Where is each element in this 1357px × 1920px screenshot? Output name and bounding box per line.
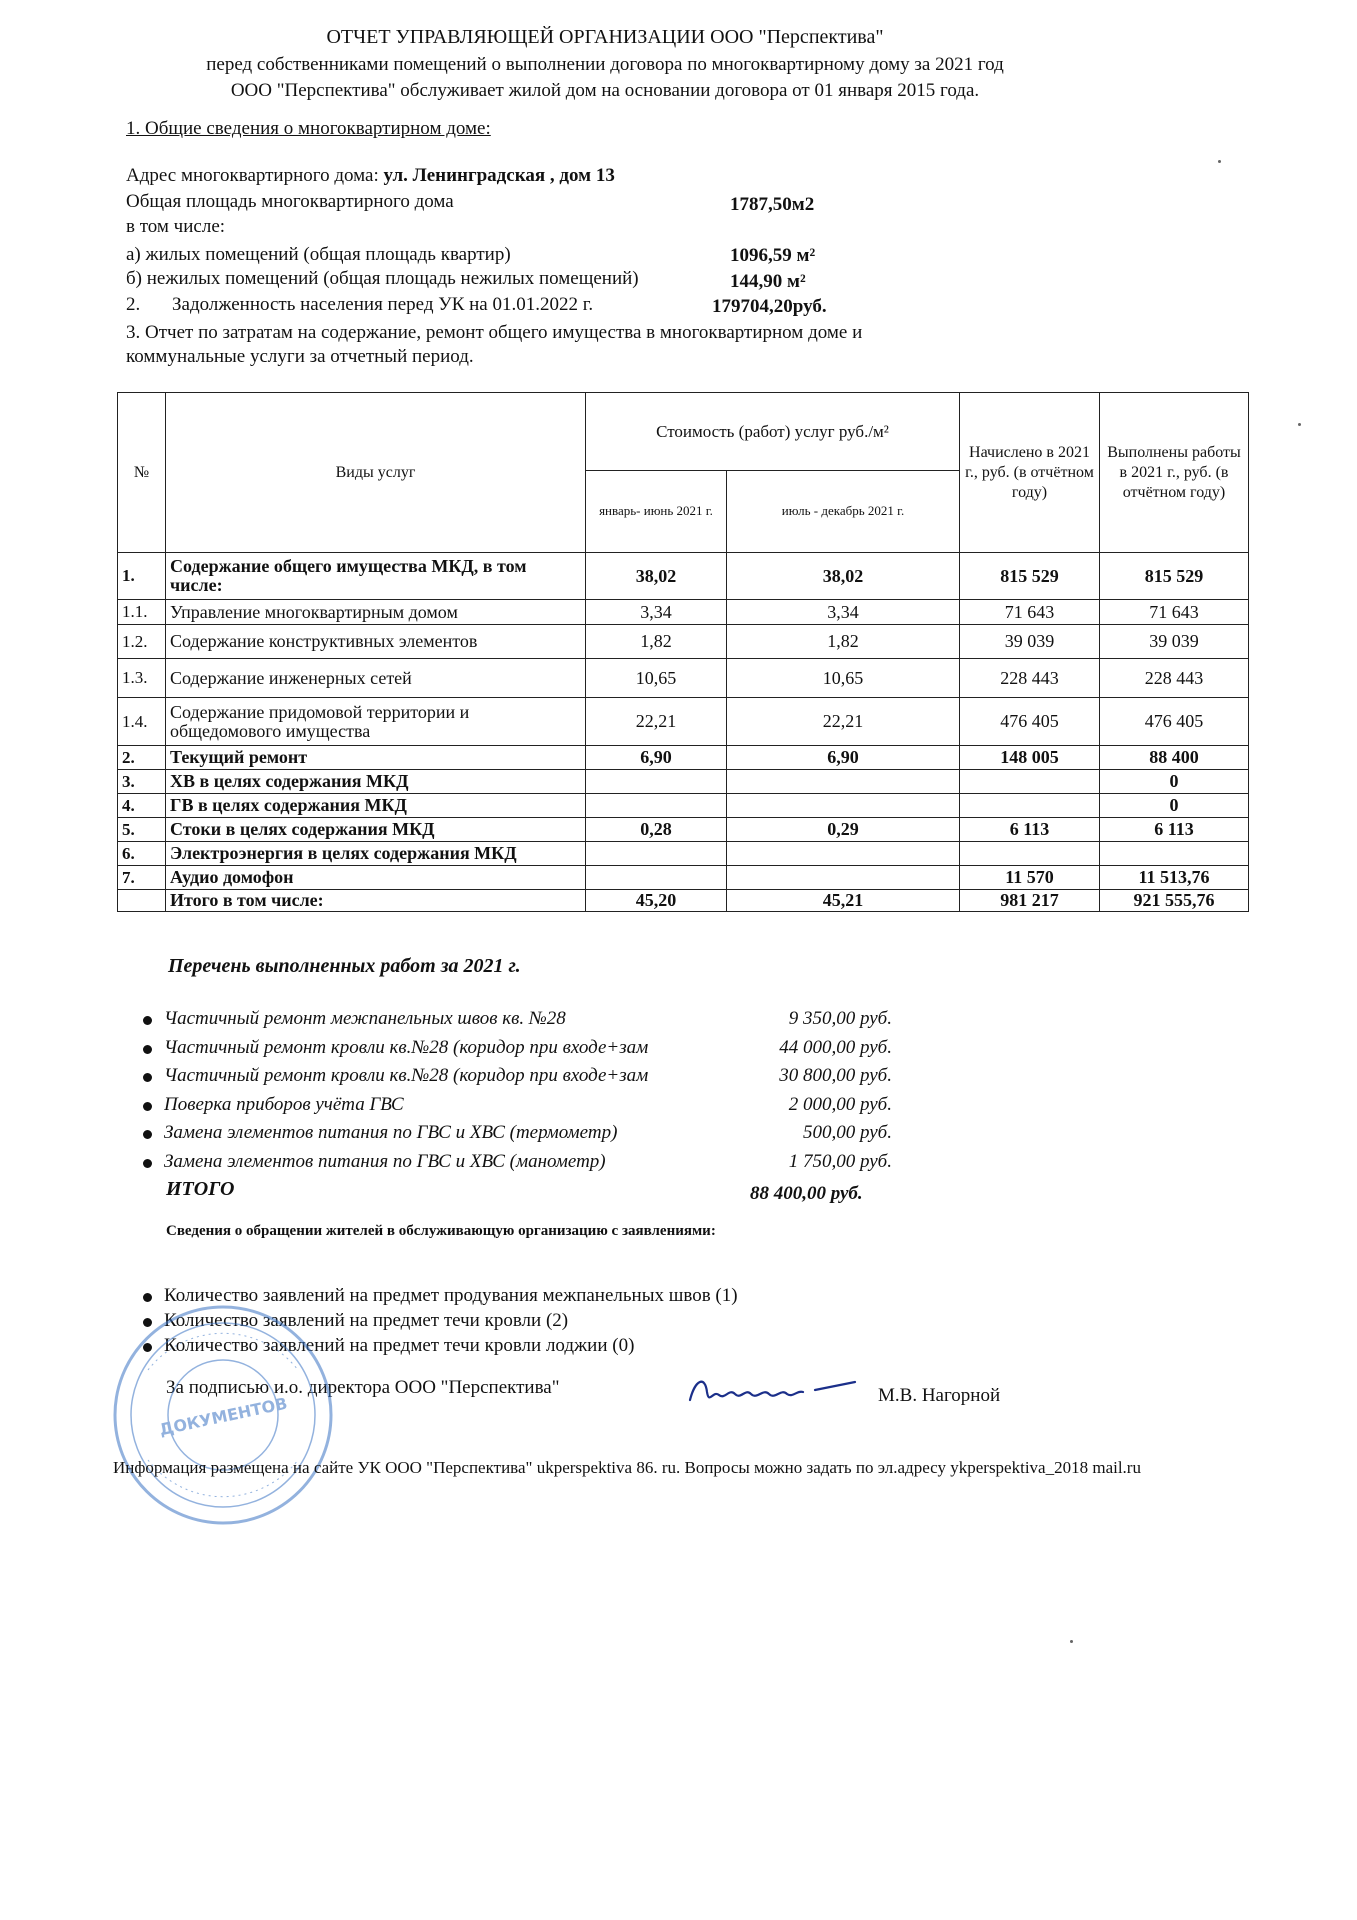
jul-dec-rate-cell bbox=[727, 842, 960, 866]
table-row bbox=[118, 625, 1249, 659]
signature-scribble bbox=[685, 1370, 865, 1410]
row-number-cell: 1.4. bbox=[118, 698, 166, 746]
row-number-cell: 2. bbox=[118, 746, 166, 770]
charged-cell: 39 039 bbox=[960, 625, 1100, 659]
done-cell: 39 039 bbox=[1100, 625, 1249, 659]
work-item-sum: 500,00 руб. bbox=[803, 1122, 892, 1143]
table-row bbox=[118, 794, 1249, 818]
works-title: Перечень выполненных работ за 2021 г. bbox=[168, 955, 521, 977]
table-row bbox=[118, 698, 1249, 746]
done-cell: 88 400 bbox=[1100, 746, 1249, 770]
done-cell: 476 405 bbox=[1100, 698, 1249, 746]
works-total-value: 88 400,00 руб. bbox=[750, 1183, 863, 1204]
header-jan-jun: январь- июнь 2021 г. bbox=[586, 471, 727, 553]
jan-jun-rate-cell: 22,21 bbox=[586, 698, 727, 746]
work-item-sum: 9 350,00 руб. bbox=[788, 1008, 892, 1029]
work-item-sum: 2 000,00 руб. bbox=[788, 1093, 892, 1115]
service-name-cell: Стоки в целях содержания МКД bbox=[166, 818, 586, 842]
done-cell bbox=[1100, 842, 1249, 866]
bullet-icon bbox=[143, 1130, 152, 1139]
charged-cell: 476 405 bbox=[960, 698, 1100, 746]
jan-jun-rate-cell bbox=[586, 770, 727, 794]
header-charged: Начислено в 2021 г., руб. (в отчётном году) bbox=[960, 393, 1100, 553]
including-label: в том числе: bbox=[126, 216, 226, 237]
works-total-label: ИТОГО bbox=[166, 1178, 235, 1200]
done-cell: 921 555,76 bbox=[1100, 890, 1249, 912]
work-item-name: Поверка приборов учёта ГВС bbox=[164, 1093, 404, 1115]
jan-jun-rate-cell: 3,34 bbox=[586, 600, 727, 625]
organization-stamp bbox=[108, 1300, 338, 1530]
jul-dec-rate-cell bbox=[727, 770, 960, 794]
done-cell: 11 513,76 bbox=[1100, 866, 1249, 890]
signature-label: За подписью и.о. директора ООО "Перспектива" bbox=[166, 1377, 560, 1398]
jan-jun-rate-cell: 6,90 bbox=[586, 746, 727, 770]
jul-dec-rate-cell: 6,90 bbox=[727, 746, 960, 770]
charged-cell: 148 005 bbox=[960, 746, 1100, 770]
charged-cell: 71 643 bbox=[960, 600, 1100, 625]
charged-cell bbox=[960, 794, 1100, 818]
row-number-cell: 1. bbox=[118, 553, 166, 600]
service-name-cell: Содержание придомовой территории и общедомового имущества bbox=[166, 698, 586, 746]
row-number-cell: 4. bbox=[118, 794, 166, 818]
report-subtitle: перед собственниками помещений о выполнении договора по многоквартирному дому за 2021 год bbox=[206, 54, 1004, 75]
bullet-icon bbox=[143, 1102, 152, 1111]
costs-table bbox=[117, 392, 1249, 912]
jul-dec-rate-cell bbox=[727, 866, 960, 890]
total-area-value: 1787,50м2 bbox=[730, 194, 815, 215]
service-name-cell: Содержание конструктивных элементов bbox=[166, 625, 586, 659]
done-cell: 815 529 bbox=[1100, 553, 1249, 600]
jul-dec-rate-cell bbox=[727, 794, 960, 818]
footer-info: Информация размещена на сайте УК ООО "Перспектива" ukperspektiva 86. ru. Вопросы можно задать по эл.адресу ykperspektiva_2018 mail.ru bbox=[113, 1458, 1141, 1477]
debt-number: 2. bbox=[126, 294, 141, 315]
address-label: Адрес многоквартирного дома: bbox=[126, 165, 379, 186]
charged-cell bbox=[960, 842, 1100, 866]
living-area-label: а) жилых помещений (общая площадь квартир) bbox=[126, 244, 511, 265]
row-number-cell: 1.2. bbox=[118, 625, 166, 659]
charged-cell bbox=[960, 770, 1100, 794]
requests-title: Сведения о обращении жителей в обслуживающую организацию с заявлениями: bbox=[166, 1223, 716, 1239]
work-item-sum: 44 000,00 руб. bbox=[779, 1036, 892, 1058]
stamp-text: ДОКУМЕНТОВ bbox=[157, 1393, 289, 1440]
service-name-cell: Управление многоквартирным домом bbox=[166, 600, 586, 625]
jul-dec-rate-cell: 38,02 bbox=[727, 553, 960, 600]
work-item-name: Частичный ремонт кровли кв.№28 (коридор при входе+зам bbox=[164, 1065, 649, 1086]
jul-dec-rate-cell: 10,65 bbox=[727, 659, 960, 698]
jan-jun-rate-cell: 45,20 bbox=[586, 890, 727, 912]
header-no: № bbox=[118, 393, 166, 553]
work-item-name: Замена элементов питания по ГВС и ХВС (термометр) bbox=[164, 1122, 618, 1143]
service-name-cell: Электроэнергия в целях содержания МКД bbox=[166, 842, 586, 866]
done-cell: 6 113 bbox=[1100, 818, 1249, 842]
bullet-icon bbox=[143, 1073, 152, 1082]
charged-cell: 981 217 bbox=[960, 890, 1100, 912]
jul-dec-rate-cell: 1,82 bbox=[727, 625, 960, 659]
service-name-cell: Содержание инженерных сетей bbox=[166, 659, 586, 698]
header-cost: Стоимость (работ) услуг руб./м² bbox=[586, 393, 960, 471]
table-row bbox=[118, 659, 1249, 698]
total-area-label: Общая площадь многоквартирного дома bbox=[126, 191, 454, 212]
bullet-icon bbox=[143, 1045, 152, 1054]
work-item-sum: 30 800,00 руб. bbox=[779, 1065, 892, 1086]
table-row bbox=[118, 746, 1249, 770]
contract-line: ООО "Перспектива" обслуживает жилой дом на основании договора от 01 января 2015 года. bbox=[230, 80, 980, 101]
table-row bbox=[118, 866, 1249, 890]
debt-label: Задолженность населения перед УК на 01.01.2022 г. bbox=[172, 294, 594, 315]
address-row bbox=[126, 165, 615, 187]
service-name-cell: Содержание общего имущества МКД, в том числе: bbox=[166, 553, 586, 600]
charged-cell: 11 570 bbox=[960, 866, 1100, 890]
service-name-cell: Итого в том числе: bbox=[166, 890, 586, 912]
report-section-line2: коммунальные услуги за отчетный период. bbox=[126, 346, 474, 367]
director-name: М.В. Нагорной bbox=[878, 1385, 1001, 1406]
scan-speck bbox=[1218, 160, 1221, 163]
done-cell: 71 643 bbox=[1100, 600, 1249, 625]
jan-jun-rate-cell: 1,82 bbox=[586, 625, 727, 659]
nonliving-area-label: б) нежилых помещений (общая площадь нежилых помещений) bbox=[126, 268, 639, 289]
work-item-name: Частичный ремонт кровли кв.№28 (коридор при входе+зам bbox=[164, 1036, 649, 1058]
jan-jun-rate-cell bbox=[586, 842, 727, 866]
charged-cell: 228 443 bbox=[960, 659, 1100, 698]
jan-jun-rate-cell: 10,65 bbox=[586, 659, 727, 698]
table-row bbox=[118, 553, 1249, 600]
row-number-cell: 1.3. bbox=[118, 659, 166, 698]
table-row bbox=[118, 818, 1249, 842]
row-number-cell: 6. bbox=[118, 842, 166, 866]
work-item-name: Замена элементов питания по ГВС и ХВС (манометр) bbox=[164, 1150, 606, 1172]
general-section-title: 1. Общие сведения о многоквартирном доме: bbox=[126, 118, 491, 139]
nonliving-area-value: 144,90 м² bbox=[730, 271, 806, 292]
work-item-sum: 1 750,00 руб. bbox=[788, 1150, 892, 1172]
jul-dec-rate-cell: 22,21 bbox=[727, 698, 960, 746]
table-row bbox=[118, 890, 1249, 912]
service-name-cell: Текущий ремонт bbox=[166, 746, 586, 770]
request-item: Количество заявлений на предмет продувания межпанельных швов (1) bbox=[164, 1285, 738, 1306]
request-item: Количество заявлений на предмет течи кровли (2) bbox=[164, 1310, 569, 1331]
row-number-cell: 7. bbox=[118, 866, 166, 890]
bullet-icon bbox=[143, 1159, 152, 1168]
table-row bbox=[118, 600, 1249, 625]
jan-jun-rate-cell: 0,28 bbox=[586, 818, 727, 842]
living-area-value: 1096,59 м² bbox=[730, 245, 816, 266]
header-done: Выполнены работы в 2021 г., руб. (в отчётном году) bbox=[1100, 393, 1249, 553]
header-jul-dec: июль - декабрь 2021 г. bbox=[727, 471, 960, 553]
bullet-icon bbox=[143, 1016, 152, 1025]
address-value: ул. Ленинградская , дом 13 bbox=[383, 165, 615, 186]
charged-cell: 6 113 bbox=[960, 818, 1100, 842]
service-name-cell: ХВ в целях содержания МКД bbox=[166, 770, 586, 794]
row-number-cell: 3. bbox=[118, 770, 166, 794]
table-header-row bbox=[118, 393, 1249, 471]
jan-jun-rate-cell: 38,02 bbox=[586, 553, 727, 600]
charged-cell: 815 529 bbox=[960, 553, 1100, 600]
scan-speck bbox=[1298, 423, 1301, 426]
jul-dec-rate-cell: 3,34 bbox=[727, 600, 960, 625]
jul-dec-rate-cell: 0,29 bbox=[727, 818, 960, 842]
done-cell: 0 bbox=[1100, 770, 1249, 794]
report-title: ОТЧЕТ УПРАВЛЯЮЩЕЙ ОРГАНИЗАЦИИ ООО "Перспектива" bbox=[326, 26, 884, 48]
header-service: Виды услуг bbox=[166, 393, 586, 553]
debt-value: 179704,20руб. bbox=[712, 296, 827, 317]
work-item-name: Частичный ремонт межпанельных швов кв. №28 bbox=[164, 1008, 566, 1029]
jul-dec-rate-cell: 45,21 bbox=[727, 890, 960, 912]
table-row bbox=[118, 842, 1249, 866]
service-name-cell: ГВ в целях содержания МКД bbox=[166, 794, 586, 818]
jan-jun-rate-cell bbox=[586, 866, 727, 890]
report-section-line1: 3. Отчет по затратам на содержание, ремонт общего имущества в многоквартирном доме и bbox=[126, 322, 863, 343]
done-cell: 228 443 bbox=[1100, 659, 1249, 698]
row-number-cell bbox=[118, 890, 166, 912]
request-item: Количество заявлений на предмет течи кровли лоджии (0) bbox=[164, 1335, 635, 1356]
table-row bbox=[118, 770, 1249, 794]
scan-speck bbox=[1070, 1640, 1073, 1643]
row-number-cell: 5. bbox=[118, 818, 166, 842]
jan-jun-rate-cell bbox=[586, 794, 727, 818]
service-name-cell: Аудио домофон bbox=[166, 866, 586, 890]
row-number-cell: 1.1. bbox=[118, 600, 166, 625]
done-cell: 0 bbox=[1100, 794, 1249, 818]
